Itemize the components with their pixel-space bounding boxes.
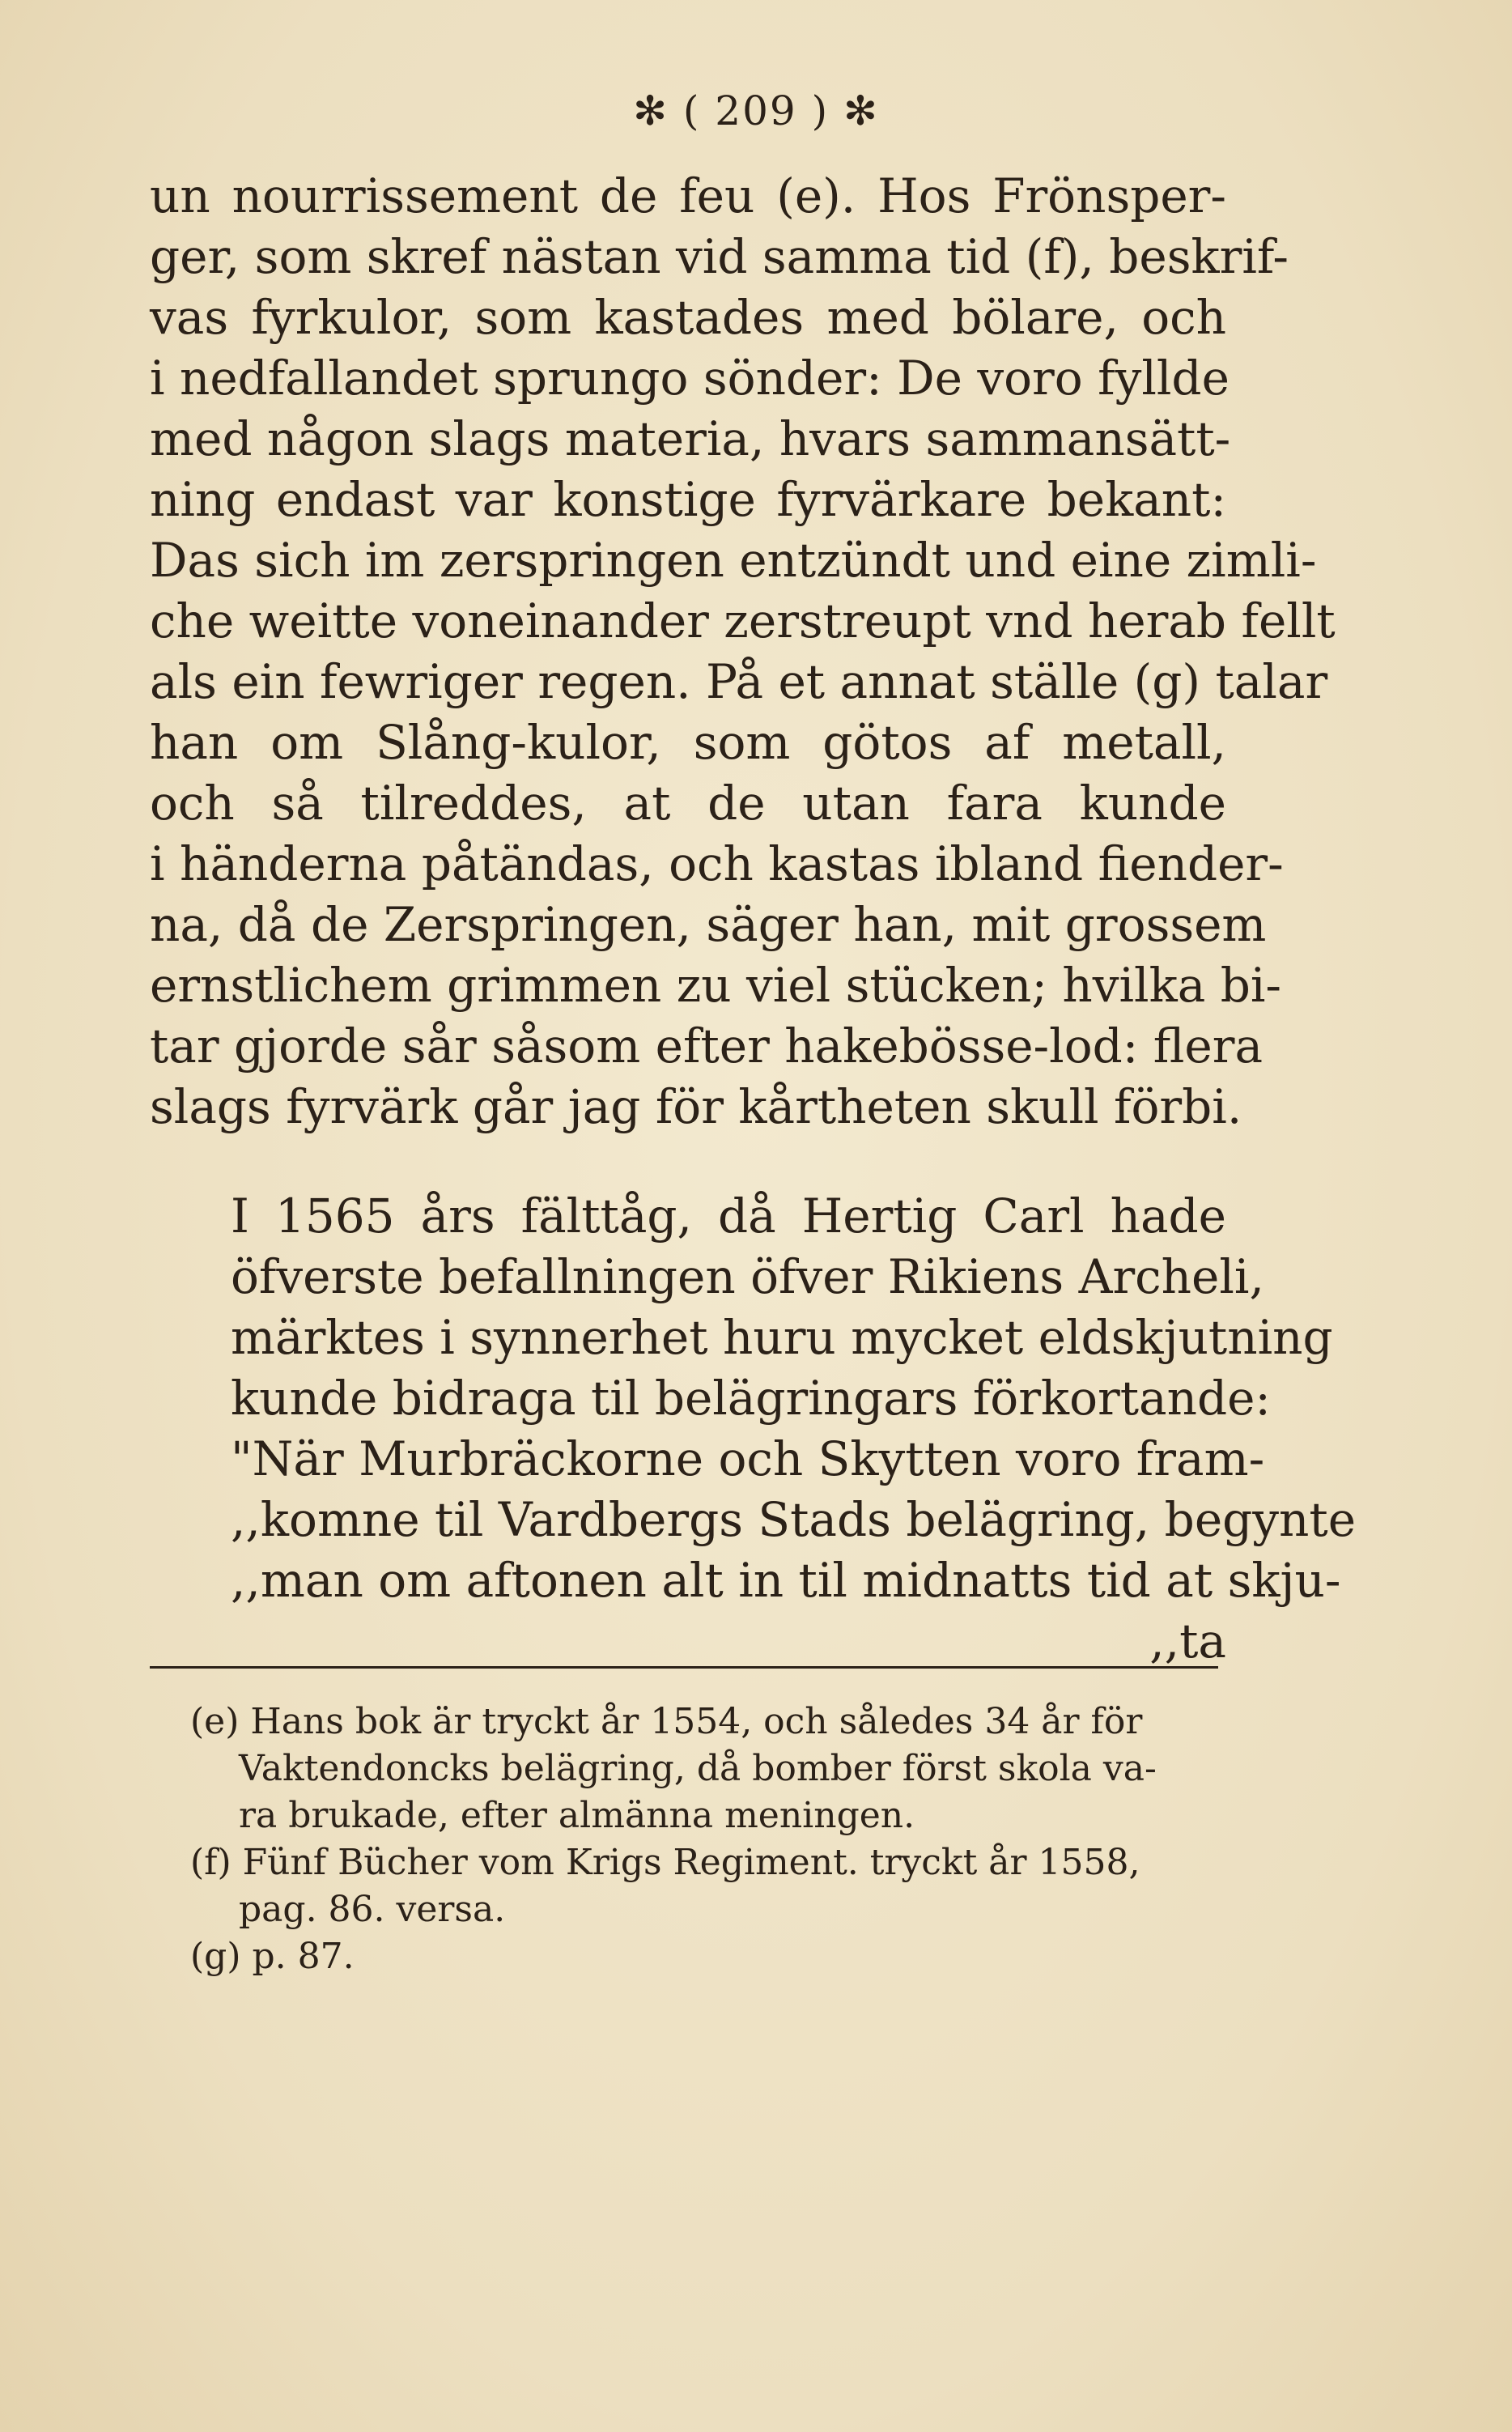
footnote: [190, 1933, 1226, 1980]
text-line: "När Murbräckorne och Skytten voro fram-: [231, 1431, 1265, 1486]
text-line: han om Slång-kulor, som götos af metall,: [150, 715, 1226, 770]
text-line: che weitte voneinander zerstreupt vnd herab fellt: [150, 593, 1336, 648]
text-line: och så tilreddes, at de utan fara kunde: [150, 776, 1226, 831]
text-line: slags fyrvärk går jag för kårtheten skull förbi.: [150, 1079, 1242, 1134]
text-line: I 1565 års fälttåg, då Hertig Carl hade: [231, 1188, 1226, 1244]
footnote-line: (e) Hans bok är tryckt år 1554, och således 34 år för: [190, 1701, 1143, 1742]
text-line: i händerna påtändas, och kastas ibland fiender-: [150, 836, 1284, 891]
page-number: ✻ ( 209 ) ✻: [633, 87, 879, 134]
text-line: med någon slags materia, hvars sammansätt-: [150, 411, 1231, 466]
footnote-line: pag. 86. versa.: [239, 1889, 506, 1930]
text-line: i nedfallandet sprungo sönder: De voro fyllde: [150, 351, 1230, 406]
text-line: ning endast var konstige fyrvärkare bekant:: [150, 472, 1226, 527]
page-header: [0, 87, 1512, 134]
text-line: tar gjorde sår såsom efter hakebösse-lod: flera: [150, 1018, 1264, 1074]
text-line: Das sich im zerspringen entzündt und eine zimli-: [150, 533, 1317, 588]
text-line: ernstlichem grimmen zu viel stücken; hvilka bi-: [150, 958, 1282, 1013]
footnotes: [190, 1699, 1226, 1980]
text-line: ger, som skref nästan vid samma tid (f), beskrif-: [150, 229, 1289, 284]
main-text: [150, 166, 1357, 1672]
footnote-line: (f) Fünf Bücher vom Krigs Regiment. tryckt år 1558,: [190, 1842, 1140, 1883]
text-line: kunde bidraga til belägringars förkortande:: [231, 1371, 1271, 1426]
text-line: un nourrissement de feu (e). Hos Frönsper-: [150, 168, 1226, 223]
footnote-divider: [150, 1666, 1218, 1669]
footnote: [190, 1839, 1226, 1933]
catchword: ,,ta: [1149, 1614, 1226, 1669]
footnote: [190, 1699, 1226, 1839]
text-line: märktes i synnerhet huru mycket eldskjutning: [231, 1310, 1333, 1365]
footnote-line: ra brukade, efter almänna meningen.: [239, 1795, 915, 1836]
footnote-line: Vaktendoncks belägring, då bomber först skola va-: [239, 1748, 1157, 1789]
text-line: öfverste befallningen öfver Rikiens Archeli,: [231, 1249, 1264, 1304]
text-line: ,,man om aftonen alt in til midnatts tid at skju-: [231, 1553, 1341, 1608]
text-line: na, då de Zerspringen, säger han, mit grossem: [150, 897, 1267, 952]
paragraph-1: [150, 166, 1336, 1137]
paragraph-2: [150, 1186, 1357, 1611]
text-line: vas fyrkulor, som kastades med bölare, och: [150, 290, 1226, 345]
text-line: als ein fewriger regen. På et annat ställe (g) talar: [150, 654, 1328, 709]
text-line: ,,komne til Vardbergs Stads belägring, begynte: [231, 1492, 1357, 1547]
footnote-line: (g) p. 87.: [190, 1936, 355, 1977]
